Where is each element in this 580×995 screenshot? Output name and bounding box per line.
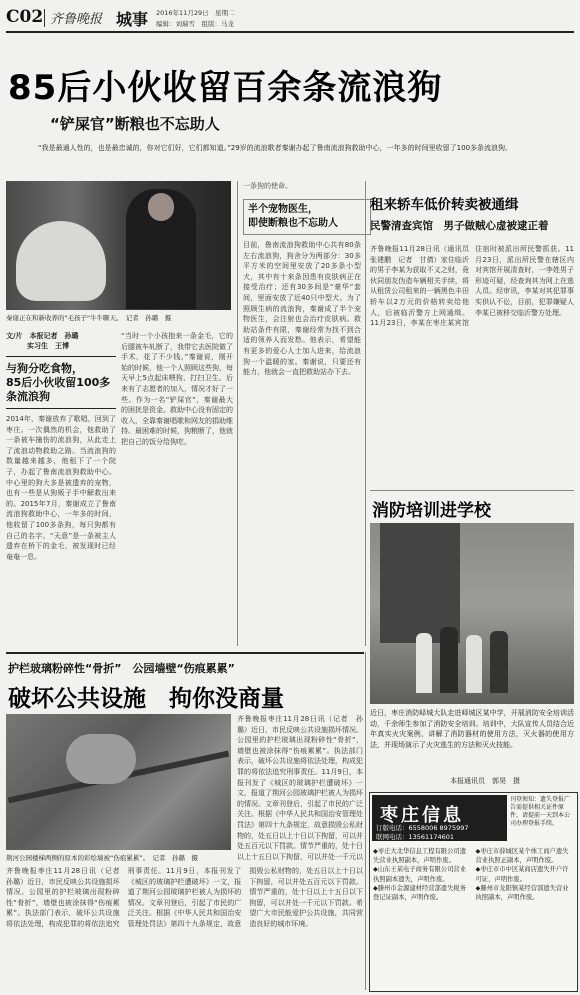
section-rule — [6, 652, 364, 654]
story2-rule — [370, 490, 574, 491]
story4-photo-caption: 荆河公园楼梯两侧的原本的彩绘墙被“伤痕累累”。 记者 孙璐 摄 — [6, 854, 198, 862]
story2-subhead: 民警清查宾馆 男子做贼心虚被逮正着 — [370, 220, 549, 232]
mobile-line — [376, 832, 454, 841]
byline-rule — [6, 356, 116, 357]
date-line: 2016年11月29日 星期二 — [156, 9, 235, 17]
story1-col3-quote: 半个宠物医生， 即使断粮也不忘助人 — [243, 199, 371, 235]
classifieds-title-block — [372, 795, 507, 841]
header-rule — [6, 31, 574, 33]
story3-byline: 本报通讯员 郭昊 摄 — [450, 777, 520, 785]
story1-headline: 85后小伙收留百余条流浪狗 — [8, 68, 443, 108]
story4-body-upper: 齐鲁晚报枣庄11月28日讯（记者 孙璐）近日，市民反映公共设施损坏情况。公园里的护栏玻璃出现粉碎性“骨折”，墙壁也被涂抹得“伤痕累累”。执法部门表示，破坏公共设施将依法处理，构成犯罪的将依法追究刑事责任。11月9日，本报刊发了《城区的玻璃护栏遭破坏》一文，报道了荆河公园玻璃护栏被人为损坏的情况。文章刊登后，引起了市民的广泛关注。根据《中华人民共和国治安管理处罚法》第四十九条规定，故意损毁公私财物的，处五日以上十日以下拘留，可以并处五百元以下罚款。情节严重的，处十日以上十五日以下拘留，可以并处一千元以 — [237, 715, 363, 861]
order-phone-1: 6558006 — [408, 824, 438, 832]
classified-item: ◆枣庄市市中区某商店遗失开户许可证，声明作废。 — [475, 866, 569, 883]
pullquote-rule — [6, 408, 116, 409]
section-name: 城事 — [116, 10, 149, 29]
header-divider — [44, 9, 45, 27]
story3-headline: 消防培训进学校 — [372, 501, 491, 521]
man-head — [148, 193, 174, 221]
story1-pullquote: 与狗分吃食物， 85后小伙收留100多条流浪狗 — [6, 362, 111, 403]
order-phone-line — [376, 823, 468, 832]
page-code: C02 — [6, 7, 44, 27]
story1-intro: “我是最通人性的，也是最忠诚的，你对它们好，它们都知道。”29岁的流浪歌者秦谢办起了鲁南流浪狗救助中心，一年多的时间里收留了100多条流浪狗。 — [38, 144, 513, 152]
story1-subhead: “铲屎官”断粮也不忘助人 — [50, 115, 220, 133]
fire-training-photo — [370, 523, 574, 704]
story4-kicker: 护栏玻璃粉碎性“骨折” 公园墙壁“伤痕累累” — [8, 662, 235, 675]
student-figure — [416, 633, 432, 693]
doorway — [380, 523, 460, 643]
order-phone-2: 8975997 — [439, 824, 469, 832]
order-label: 订版电话： — [376, 824, 409, 832]
story1-col2: “当时一个小孩抱来一条金毛，它的后腿被车轧断了，我带它去医院做了手术，花了不少钱。”秦谢说，刚开始的时候，他一个人照顾这些狗，每天早上5点起床喂狗、打扫卫生。后来有了志愿者的加入，情况才好了一些。作为一名“铲屎官”，秦谢最大的困扰是资金。救助中心没有固定的收入，全靠秦谢唱歌和网友的捐助维持。最困难的时候，狗粮断了，他就把自己的饭分给狗吃。 — [121, 332, 233, 446]
classifieds-list — [373, 847, 573, 902]
classifieds-title: 枣庄信息 — [380, 805, 464, 826]
story3-body: 近日，枣庄消防峄城大队走进峄城区某中学，开展消防安全培训活动，千余师生参加了消防安全培训。培训中，大队宣传人员结合近年真实火灾案例，讲解了消防器材的使用方法，灭火器的使用方法，并现场演示了火灾逃生的方法和灭火技能。 — [370, 709, 574, 749]
student-figure — [440, 627, 458, 693]
classified-item: ◆滕州市金源建材经营部遗失税务登记证副本，声明作废。 — [373, 884, 466, 902]
story4-body-lower: 齐鲁晚报枣庄11月28日讯（记者 孙璐）近日，市民反映公共设施损坏情况。公园里的护栏玻璃出现粉碎性“骨折”，墙壁也被涂抹得“伤痕累累”。执法部门表示，破坏公共设施将依法处理，构成犯罪的将依法追究刑事责任。11月9日，本报刊发了《城区的玻璃护栏遭破坏》一文，报道了荆河公园玻璃护栏被人为损坏的情况。文章刊登后，引起了市民的广泛关注。根据《中华人民共和国治安管理处罚法》第四十九条规定，故意损毁公私财物的，处五日以上十日以下拘留，可以并处五百元以下罚款。情节严重的，处十日以上十五日以下拘留，可以并处一千元以下罚款。希望广大市民能爱护公共设施，共同营造良好的城市环境。 — [6, 867, 363, 928]
column-rule-2 — [365, 181, 366, 646]
story1-col1: 2014年，秦谢放弃了歌唱，回到了枣庄。一次偶然的机会，他救助了一条被车撞伤的流浪狗，从此走上了流浪动物救助之路。当流浪狗的数量越来越多，他租下了一个院子，办起了鲁南流浪狗救助中心。中心里的狗大多是被遗弃的宠物，也有一些是从狗贩子手中解救出来的。2015年7月，秦谢成立了鲁南流浪狗救助中心，一年多的时间，他收留了100多条狗，每只狗都有自己的名字。“天意”是一条被主人遗弃在桥下的金毛，被发现时已经奄奄一息。 — [6, 415, 116, 561]
classified-item: ◆山东王某电子商务有限公司营业执照副本遗失，声明作废。 — [373, 866, 466, 883]
column-rule-3 — [365, 652, 366, 990]
classifieds-box — [369, 792, 578, 992]
editors-line: 编辑：刘瑞雪 组版：马龙 — [156, 20, 234, 28]
student-figure — [466, 635, 482, 693]
graffiti-patch — [66, 734, 136, 784]
classified-item: ◆枣庄市薛城区某个体工商户遗失营业执照正副本，声明作废。 — [475, 848, 569, 865]
paper-name: 齐鲁晚报 — [50, 12, 103, 27]
story1-photo-caption: 秦谢正在和新收养的"毛孩子"牛牛聊天。 记者 孙璐 摄 — [6, 314, 172, 322]
student-figure — [490, 631, 508, 693]
dog-figure — [16, 221, 106, 301]
classifieds-notice: 刊登须知：遗失登报广告需提供相关证件原件，请提前一天到本公司办理登报手续。 — [510, 796, 571, 827]
classified-item: ◆滕州市龙阳镇某经营部遗失营业执照副本，声明作废。 — [475, 884, 569, 902]
column-rule-1 — [237, 181, 238, 646]
story2-headline: 租来轿车低价转卖被通缉 — [370, 197, 519, 213]
classified-item: ◆枣庄大北华信息工程有限公司遗失营业执照副本，声明作废。 — [373, 848, 466, 865]
dog-photo — [6, 181, 231, 310]
story4-headline: 破坏公共设施 拘你没商量 — [8, 686, 284, 712]
story2-body: 齐鲁晚报11月28日讯（通讯员 张建鹏 记者 甘倩）家住临沂的男子李某为获取不义之财，竟伙同朋友伪造车辆相关手续，将从租赁公司租来的一辆黑色丰田轿车以2万元的价格转卖给他人，后被临沂警方上网通缉。11月23日，李某在枣庄某宾馆住宿时被派出所民警抓获。11月23日，派出所民警在辖区内对宾馆开展清查时，一李姓男子形迹可疑，经查询其为网上在逃人员。经审讯，李某对其犯罪事实供认不讼，目前，犯罪嫌疑人李某已被移交临沂警方处理。 — [370, 245, 574, 328]
park-wall-photo — [6, 714, 231, 850]
mobile-phone: 13561174601 — [408, 833, 454, 841]
story1-col3: 目前，鲁南流浪狗救助中心共有80条左右流浪狗，狗舍分为两部分：30多平方米的空间里安放了20多条小型犬，其中有十来条因患有皮肤病正在接受治疗；还有30多间是“豪华”套间，里面安放了近40只中型犬。为了照顾生病的流浪狗，秦谢成了半个宠物医生，会注射也会治疗皮肤病。救助站条件有限，秦谢经常为找不到合适的领养人而发愁。他表示，希望能有更多的爱心人士加入进来，给流浪狗一个温暖的家。秦谢说，只要还有能力，他就会一直把救助站办下去。 — [243, 241, 361, 377]
story1-col3-label: 一条狗的使命。 — [243, 182, 292, 190]
mobile-label: 联网电话： — [376, 833, 409, 841]
story1-byline: 文/片 本报记者 孙璐 实习生 王博 — [6, 332, 79, 350]
